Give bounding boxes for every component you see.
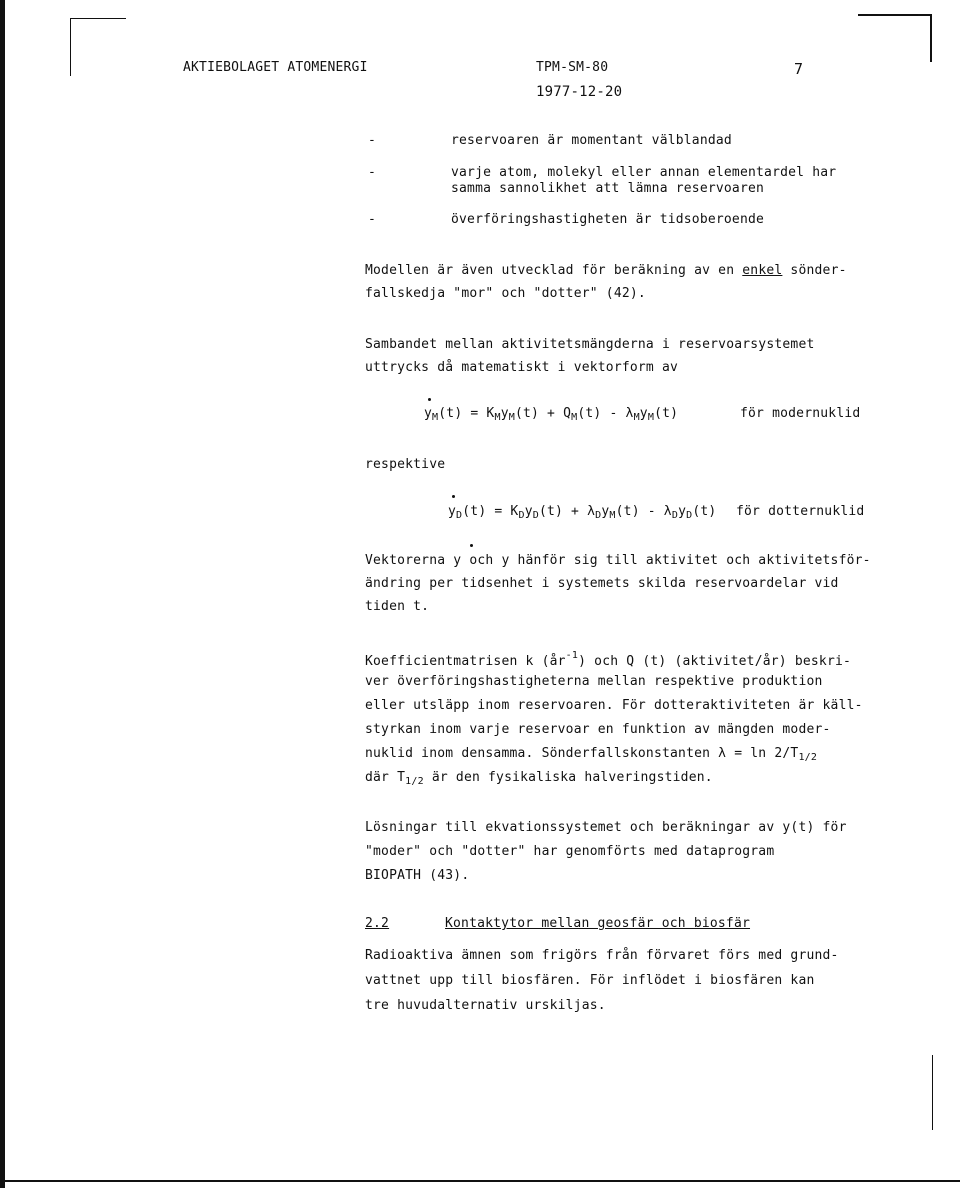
bottom-edge-line [0, 1180, 960, 1182]
paragraph-coeff-line3: eller utsläpp inom reservoaren. För dotteraktiviteten är käll- [365, 698, 863, 713]
right-margin-tick [932, 1055, 933, 1130]
paragraph-coeff-line6: där $T_{1/2}$ är den fysikaliska halveringstiden. [365, 770, 713, 787]
list-item-dash: - [368, 212, 377, 227]
paragraph-vectors-line2: ändring per tidsenhet i systemets skilda reservoardelar vid [365, 576, 839, 591]
equation-mother: $y_M(t) = K_My_M(t) + Q_M(t) - \lambda_My_M(t)$ [424, 406, 679, 423]
list-item-continuation: samma sannolikhet att lämna reservoaren [451, 181, 765, 196]
top-left-corner-tick [70, 18, 71, 76]
paragraph-relation-line1: Sambandet mellan aktivitetsmängderna i reservoarsystemet [365, 337, 815, 352]
paragraph-coeff-line4: styrkan inom varje reservoar en funktion av mängden moder- [365, 722, 831, 737]
list-item: reservoaren är momentant välblandad [451, 133, 732, 148]
left-edge-mark [0, 0, 5, 1188]
paragraph-vectors-line3: tiden t. [365, 599, 430, 614]
paragraph-model-line2: fallskedja "mor" och "dotter" (42). [365, 286, 646, 301]
time-derivative-dot [428, 398, 431, 401]
time-derivative-dot [470, 544, 473, 547]
report-id: TPM-SM-80 [536, 60, 609, 75]
paragraph-vectors-line1: Vektorerna y och y hänför sig till aktivitet och aktivitetsför- [365, 553, 871, 568]
page-number: 7 [794, 60, 804, 78]
paragraph-solutions-line1: Lösningar till ekvationssystemet och beräkningar av y(t) för [365, 820, 847, 835]
equation-mother-note: för modernuklid [740, 406, 861, 421]
top-right-corner-tick [930, 14, 932, 62]
paragraph-coeff-line5: nuklid inom densamma. Sönderfallskonstanten $\lambda = \ln 2/T_{1/2}$ [365, 746, 818, 763]
list-item-dash: - [368, 133, 377, 148]
time-derivative-dot [452, 495, 455, 498]
top-right-corner-line [858, 14, 932, 16]
paragraph-coeff-line1: Koefficientmatrisen k $(år^{-1})$ och Q (t) (aktivitet/år) beskri- [365, 650, 852, 669]
paragraph-model-text: sönder- [782, 263, 847, 278]
report-date: 1977-12-20 [536, 84, 623, 100]
paragraph-radio-line1: Radioaktiva ämnen som frigörs från förvaret förs med grund- [365, 948, 839, 963]
paragraph-relation-line2: uttrycks då matematiskt i vektorform av [365, 360, 679, 375]
paragraph-radio-line2: vattnet upp till biosfären. För inflödet i biosfären kan [365, 973, 815, 988]
underlined-word: enkel [742, 263, 783, 278]
list-item-dash: - [368, 165, 377, 180]
paragraph-solutions-line2: "moder" och "dotter" har genomförts med dataprogram [365, 844, 775, 859]
paragraph-radio-line3: tre huvudalternativ urskiljas. [365, 998, 606, 1013]
top-left-corner-line [70, 18, 126, 19]
list-item: överföringshastigheten är tidsoberoende [451, 212, 765, 227]
paragraph-solutions-line3: BIOPATH (43). [365, 868, 470, 883]
paragraph-model-line1 [365, 263, 847, 278]
section-title: Kontaktytor mellan geosfär och biosfär [445, 916, 751, 931]
equation-daughter-note: för dotternuklid [736, 504, 865, 519]
company-name: AKTIEBOLAGET ATOMENERGI [183, 60, 368, 75]
paragraph-model-text: Modellen är även utvecklad för beräkning av en [365, 263, 743, 278]
list-item: varje atom, molekyl eller annan elementardel har [451, 165, 837, 180]
respektive-label: respektive [365, 457, 446, 472]
paragraph-coeff-line2: ver överföringshastigheterna mellan respektive produktion [365, 674, 823, 689]
equation-daughter: $y_D(t) = K_Dy_D(t) + \lambda_Dy_M(t) - \lambda_Dy_D(t)$ [448, 504, 717, 521]
section-number: 2.2 [365, 916, 390, 931]
